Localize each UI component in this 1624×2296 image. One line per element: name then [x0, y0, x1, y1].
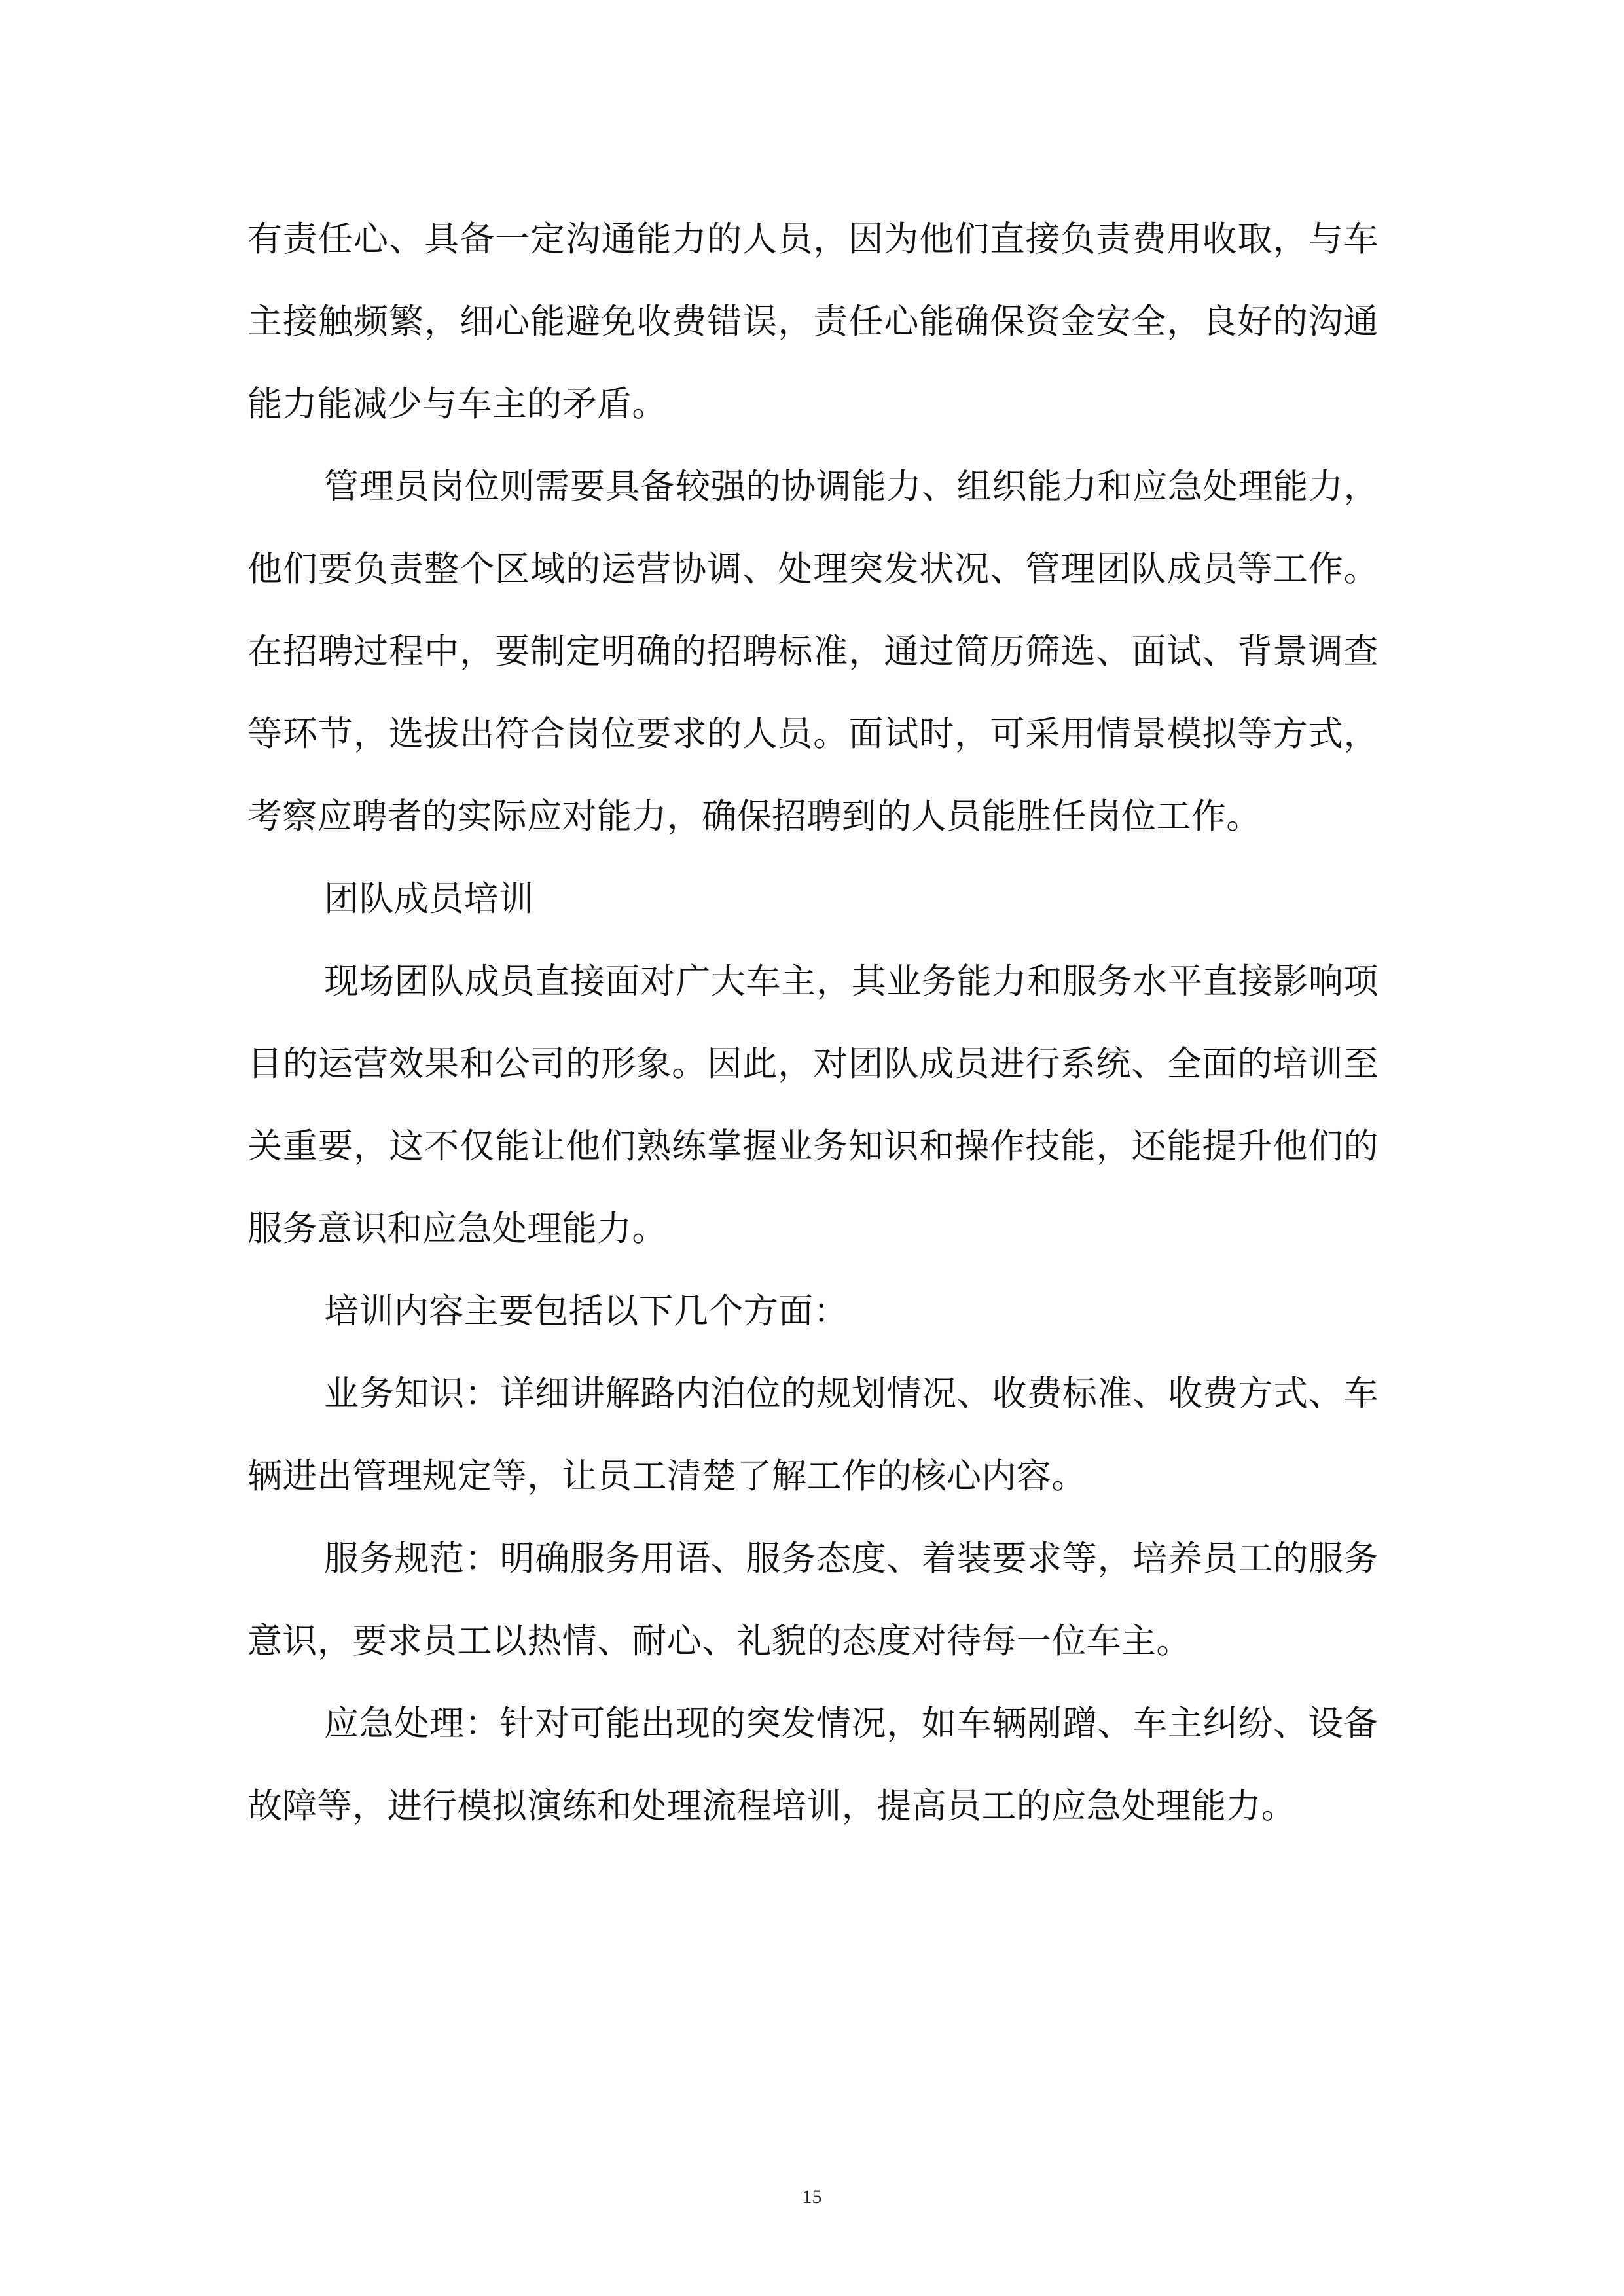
section-heading-team-training: 团队成员培训	[324, 879, 534, 919]
page-number: 15	[802, 2186, 822, 2208]
paragraph-service-standards: 服务规范：明确服务用语、服务态度、着装要求等，培养员工的服务意识，要求员工以热情、耐心、礼貌的态度对待每一位车主。	[247, 1539, 1379, 1661]
paragraph-continued-staff-requirements: 有责任心、具备一定沟通能力的人员，因为他们直接负责费用收取，与车主接触频繁，细心能避免收费错误，责任心能确保资金安全，良好的沟通能力能减少与车主的矛盾。	[247, 219, 1379, 424]
paragraph-training-content-intro: 培训内容主要包括以下几个方面：	[324, 1291, 848, 1331]
document-body	[247, 198, 1379, 1848]
paragraph-manager-requirements: 管理员岗位则需要具备较强的协调能力、组织能力和应急处理能力，他们要负责整个区域的运营协调、处理突发状况、管理团队成员等工作。在招聘过程中，要制定明确的招聘标准，通过简历筛选、面试、背景调查等环节，选拔出符合岗位要求的人员。面试时，可采用情景模拟等方式，考察应聘者的实际应对能力，确保招聘到的人员能胜任岗位工作。	[247, 467, 1379, 836]
paragraph-business-knowledge: 业务知识：详细讲解路内泊位的规划情况、收费标准、收费方式、车辆进出管理规定等，让员工清楚了解工作的核心内容。	[247, 1374, 1379, 1496]
paragraph-emergency-handling: 应急处理：针对可能出现的突发情况，如车辆剐蹭、车主纠纷、设备故障等，进行模拟演练和处理流程培训，提高员工的应急处理能力。	[247, 1704, 1379, 1826]
paragraph-training-importance: 现场团队成员直接面对广大车主，其业务能力和服务水平直接影响项目的运营效果和公司的形象。因此，对团队成员进行系统、全面的培训至关重要，这不仅能让他们熟练掌握业务知识和操作技能，还能提升他们的服务意识和应急处理能力。	[247, 961, 1379, 1249]
